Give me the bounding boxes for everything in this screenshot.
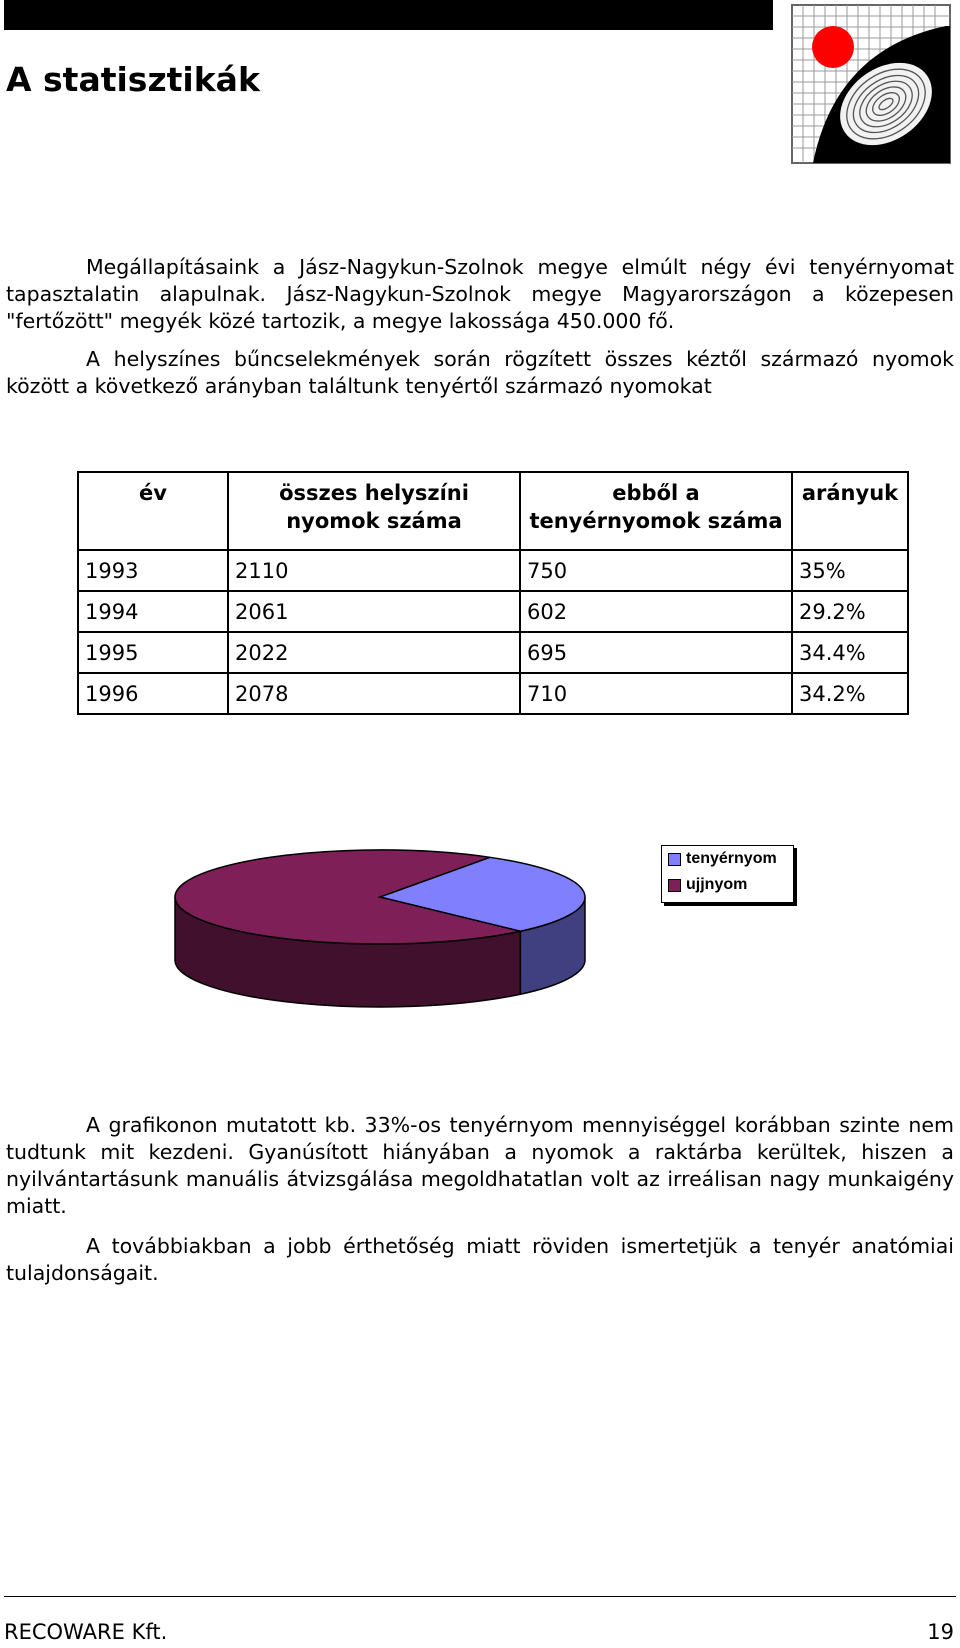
footer-divider	[4, 1596, 956, 1597]
legend-swatch	[668, 853, 681, 866]
legend-swatch	[668, 879, 681, 892]
table-cell: 35%	[792, 550, 908, 591]
header-cell-total: összes helyszíni nyomok száma	[228, 472, 520, 550]
table-row	[78, 673, 908, 714]
header-cell-year: év	[78, 472, 228, 550]
table-cell: 1993	[78, 550, 228, 591]
table-cell: 29.2%	[792, 591, 908, 632]
table-cell: 1994	[78, 591, 228, 632]
chart-legend	[661, 845, 794, 903]
table-cell: 34.2%	[792, 673, 908, 714]
page-title: A statisztikák	[6, 60, 260, 99]
ratio-paragraph: A helyszínes bűncselekmények során rögzített összes kéztől származó nyomok között a következő arányban találtunk tenyértől származó nyomokat	[6, 347, 954, 398]
table-cell: 602	[520, 591, 792, 632]
legend-label: ujjnyom	[686, 876, 748, 893]
pie-chart	[160, 840, 630, 1060]
footer-company: RECOWARE Kft.	[4, 1620, 168, 1644]
header-cell-palm: ebből a tenyérnyomok száma	[520, 472, 792, 550]
legend-item	[668, 872, 793, 898]
table-cell: 750	[520, 550, 792, 591]
table-cell: 2110	[228, 550, 520, 591]
intro-paragraph: Megállapításaink a Jász-Nagykun-Szolnok megye elmúlt négy évi tenyérnyomat tapasztalatin alapulnak. Jász-Nagykun-Szolnok megye Magyarországon a közepesen "fertőzött" megyék közé tartozik, a megye lakossága 450.000 fő.	[6, 255, 954, 333]
table-row	[78, 632, 908, 673]
table-cell: 1995	[78, 632, 228, 673]
table-cell: 710	[520, 673, 792, 714]
closing-paragraph: A továbbiakban a jobb érthetőség miatt röviden ismertetjük a tenyér anatómiai tulajdonságait.	[6, 1234, 954, 1285]
fingerprint-logo	[791, 4, 951, 164]
header-bar	[4, 0, 773, 30]
table-cell: 695	[520, 632, 792, 673]
table-cell: 2022	[228, 632, 520, 673]
table-header-row	[78, 472, 908, 550]
legend-label: tenyérnyom	[686, 850, 777, 867]
graph-paragraph: A grafikonon mutatott kb. 33%-os tenyérnyom mennyiséggel korábban szinte nem tudtunk mit kezdeni. Gyanúsított hiányában a nyomok a raktárba kerültek, hiszen a nyilvántartásunk manuális átvizsgálása megoldhatatlan volt az irreálisan nagy munkaigény miatt.	[6, 1113, 954, 1218]
table-row	[78, 550, 908, 591]
table-cell: 2061	[228, 591, 520, 632]
table-cell: 2078	[228, 673, 520, 714]
legend-item	[668, 846, 793, 872]
table-cell: 1996	[78, 673, 228, 714]
statistics-table	[77, 471, 909, 715]
header-cell-ratio: arányuk	[792, 472, 908, 550]
table-cell: 34.4%	[792, 632, 908, 673]
page-number: 19	[927, 1620, 954, 1644]
table-row	[78, 591, 908, 632]
